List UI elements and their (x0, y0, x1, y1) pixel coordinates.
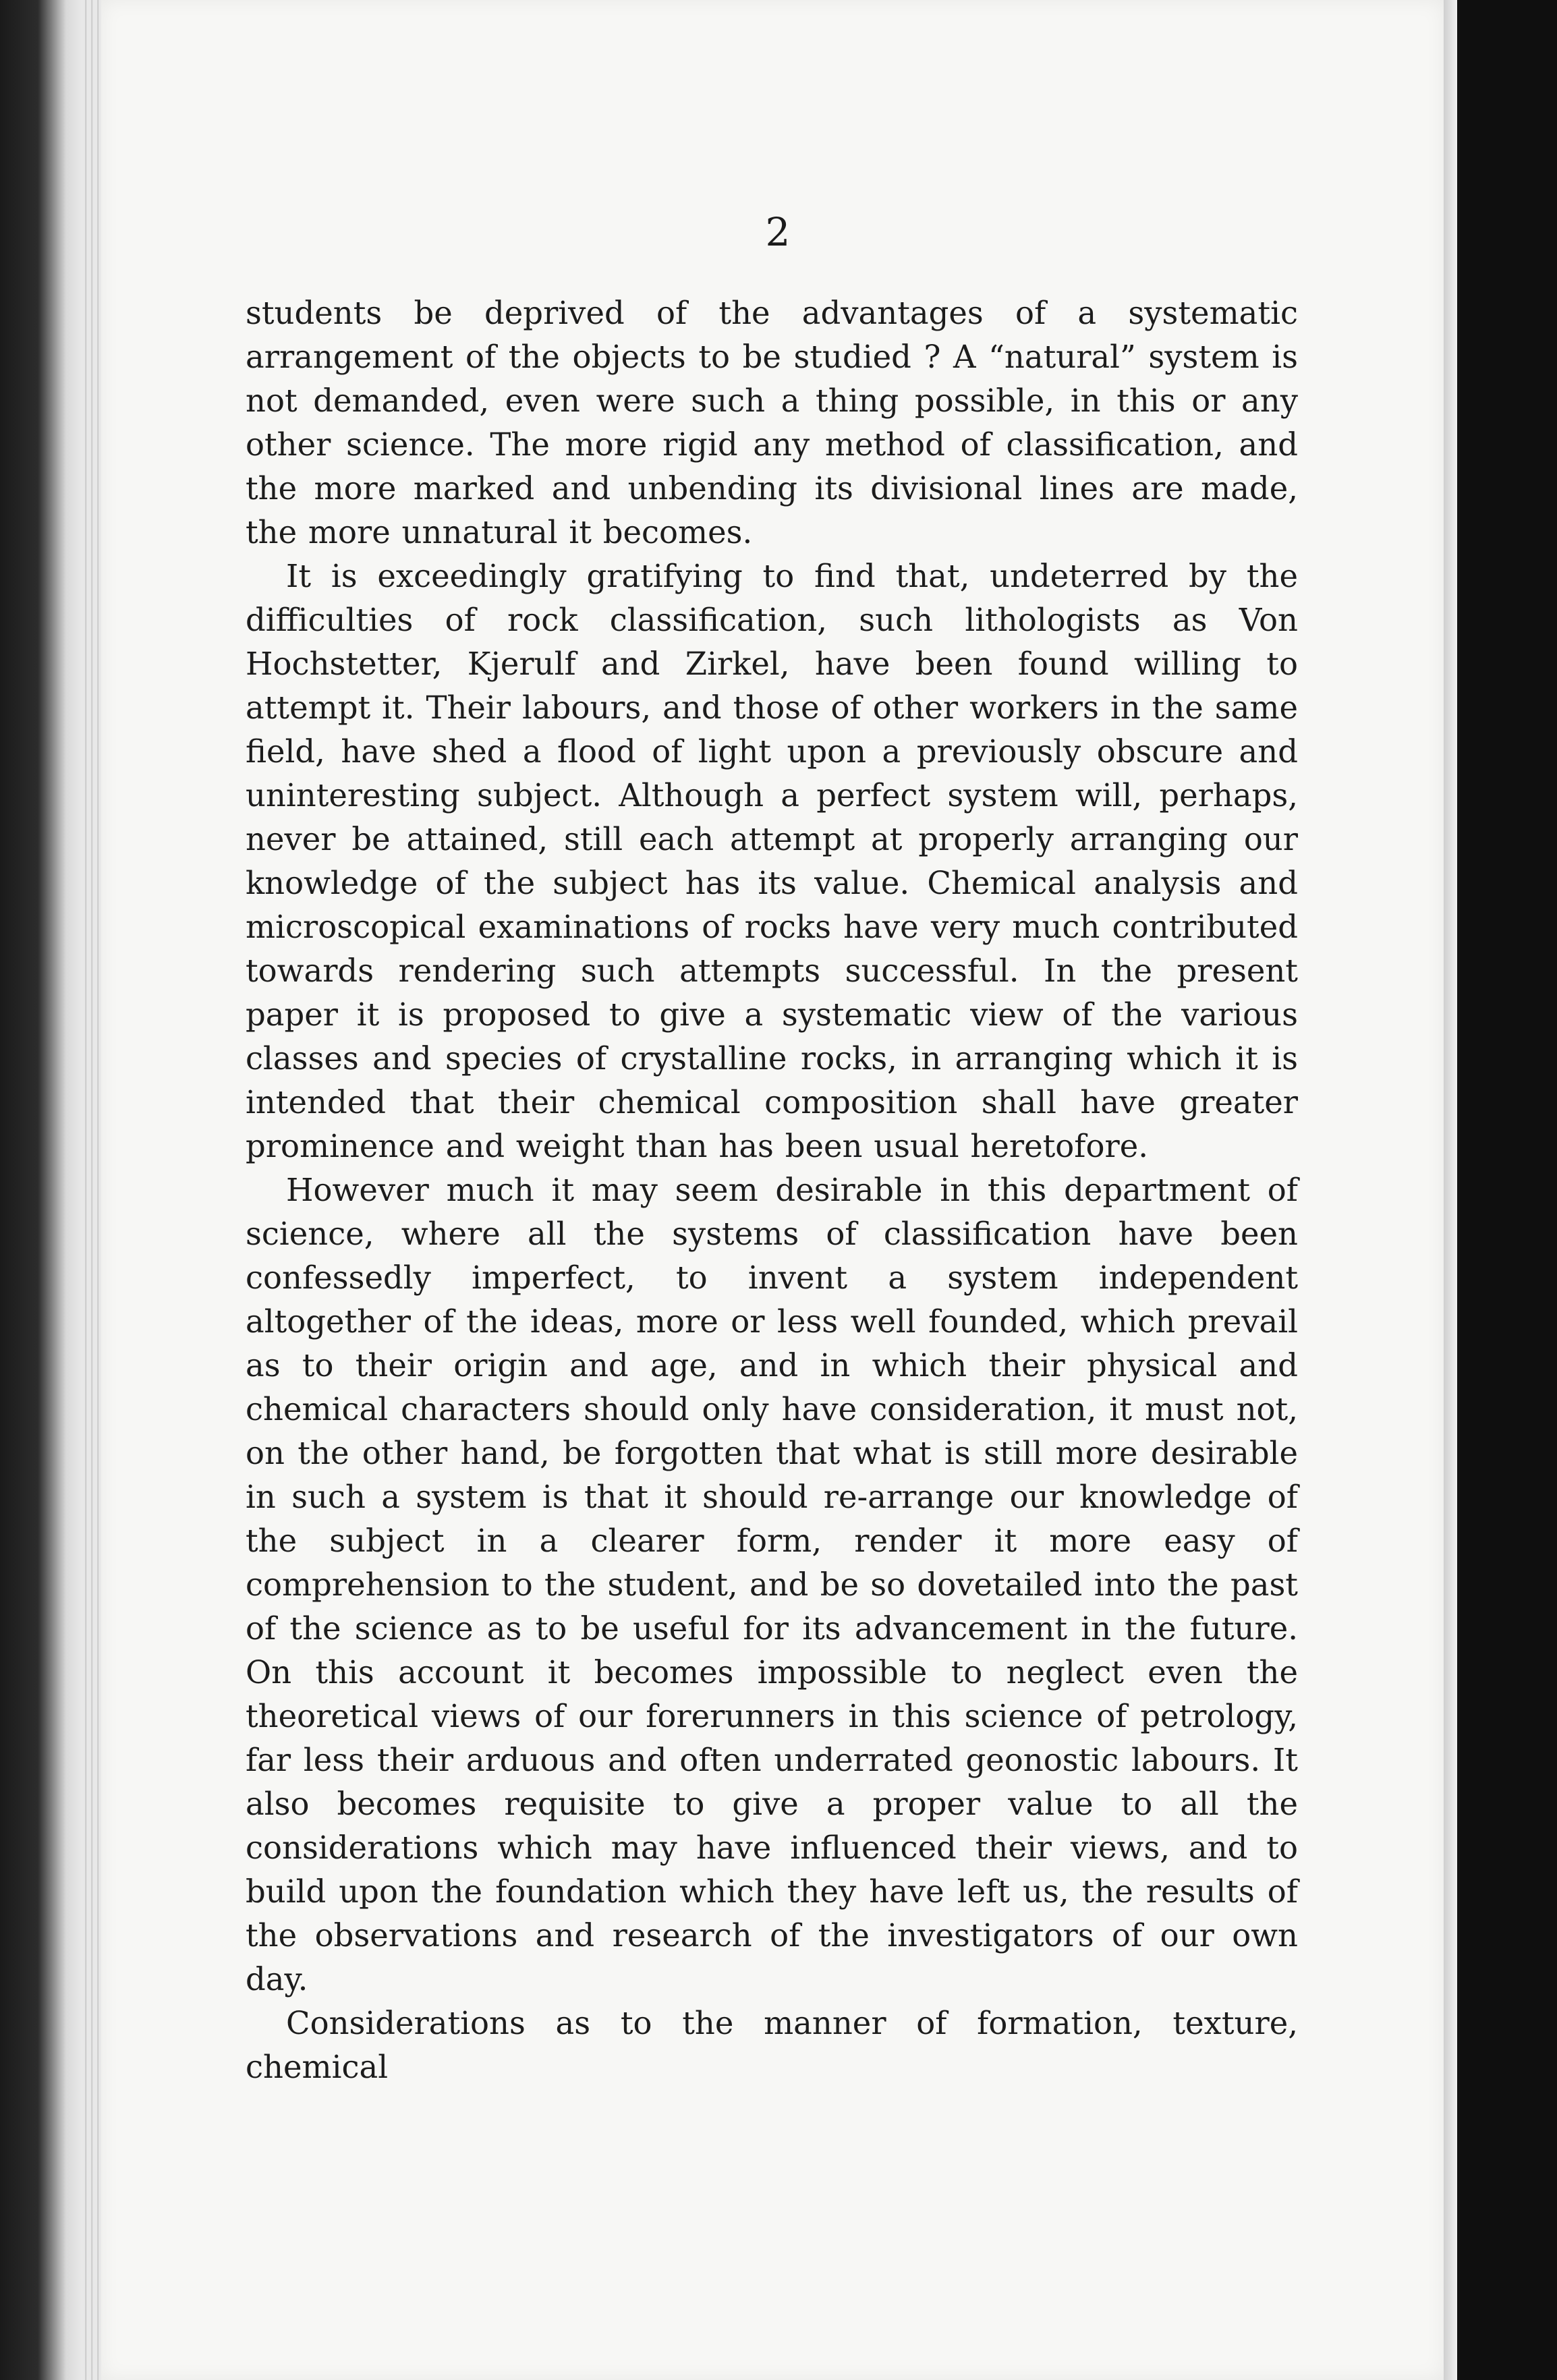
paragraph-3: However much it may seem desirable in this department of science, where all the systems of classification have been confessedly imperfect, to invent a system independent altogether of the ideas, more or less well founded, which prevail as to their origin and age, and in which their physical and chemical characters should only have consideration, it must not, on the other hand, be forgotten that what is still more desirable in such a system is that it should re-arrange our knowledge of the subject in a clearer form, render it more easy of comprehension to the student, and be so dovetailed into the past of the science as to be useful for its advancement in the future. On this account it becomes impossible to neglect even the theoretical views of our forerunners in this science of petrology, far less their arduous and often underrated geonostic labours. It also becomes requisite to give a proper value to all the considerations which may have influenced their views, and to build upon the foundation which they have left us, the results of the observations and research of the investigators of our own day. (246, 1172, 1298, 1998)
scan-edge-right (1457, 0, 1557, 2380)
page-number: 2 (765, 209, 792, 255)
scan-edge-left (0, 0, 94, 2380)
paragraph-1: students be deprived of the advantages of a systematic arrangement of the objects to be studied ? A “natural” system is not demanded, even were such a thing possible, in this or any other science. The more rigid any method of classification, and the more marked and unbending its divisional lines are made, the more unnatural it becomes. (246, 295, 1298, 550)
gutter-shadow (1444, 0, 1457, 2380)
body-text (246, 291, 1298, 2089)
paragraph-2: It is exceedingly gratifying to find that, undeterred by the difficulties of rock classification, such lithologists as Von Hochstetter, Kjerulf and Zirkel, have been found willing to attempt it. Their labours, and those of other workers in the same field, have shed a flood of light upon a previously obscure and uninteresting subject. Although a perfect system will, perhaps, never be attained, still each attempt at properly arranging our knowledge of the subject has its value. Chemical analysis and microscopical examinations of rocks have very much contributed towards rendering such attempts successful. In the present paper it is proposed to give a systematic view of the various classes and species of crystalline rocks, in arranging which it is intended that their chemical composition shall have greater prominence and weight than has been usual heretofore. (246, 558, 1298, 1164)
paragraph-4: Considerations as to the manner of formation, texture, chemical (246, 2005, 1298, 2085)
